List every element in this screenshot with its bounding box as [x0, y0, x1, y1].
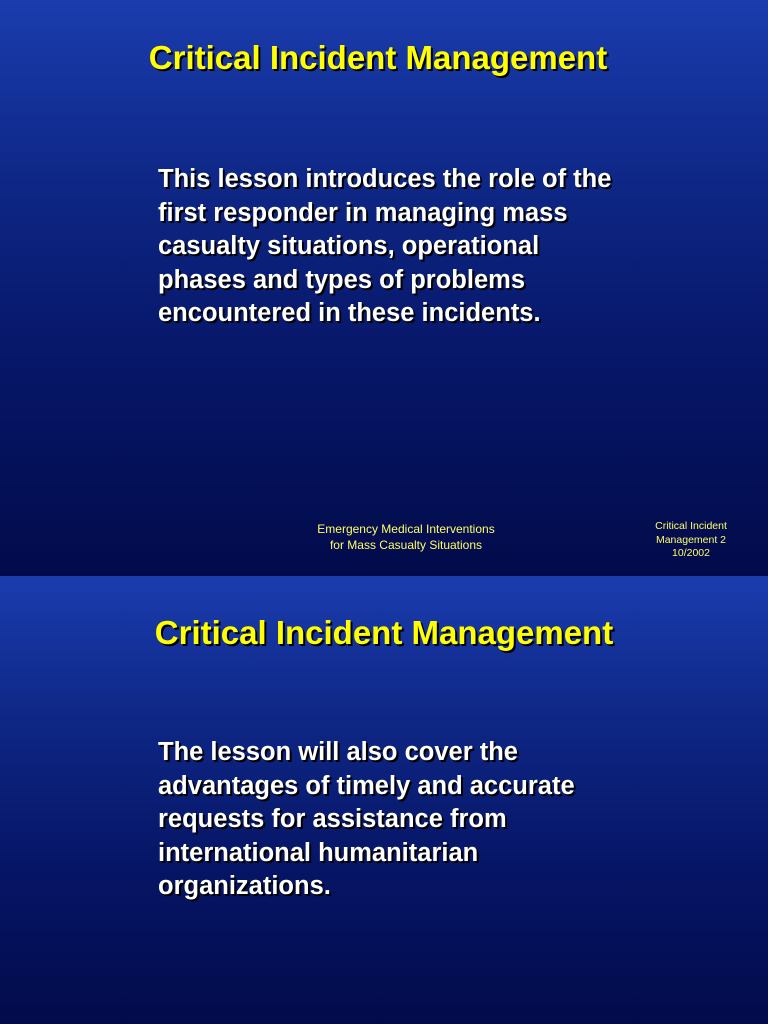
slide-title: Critical Incident Management — [154, 614, 614, 651]
body-line: phases and types of problems — [158, 265, 526, 294]
body-line: requests for assistance from — [158, 805, 507, 833]
body-line: organizations. — [158, 872, 331, 900]
footer-slide-info — [630, 520, 752, 561]
slide-body-text — [158, 736, 658, 904]
slide-2 — [0, 576, 768, 1024]
footer-line: Management 2 — [655, 533, 727, 546]
body-line: encountered in these incidents. — [158, 299, 541, 327]
body-line: The lesson will also cover the — [158, 738, 518, 766]
footer-line: 10/2002 — [672, 547, 710, 559]
footer-line: Critical Incident — [655, 520, 727, 532]
body-line: international humanitarian — [158, 838, 479, 867]
footer-line: Emergency Medical Interventions — [317, 522, 495, 536]
body-line: advantages of timely and accurate — [158, 771, 575, 800]
slide-body-text — [158, 163, 698, 331]
body-line: This lesson introduces the role of the — [158, 165, 612, 193]
body-line: casualty situations, operational — [158, 232, 540, 260]
footer-course-title — [256, 521, 556, 553]
footer-line: for Mass Casualty Situations — [329, 538, 483, 552]
slide-title: Critical Incident Management — [148, 39, 608, 76]
body-line: first responder in managing mass — [158, 198, 568, 227]
